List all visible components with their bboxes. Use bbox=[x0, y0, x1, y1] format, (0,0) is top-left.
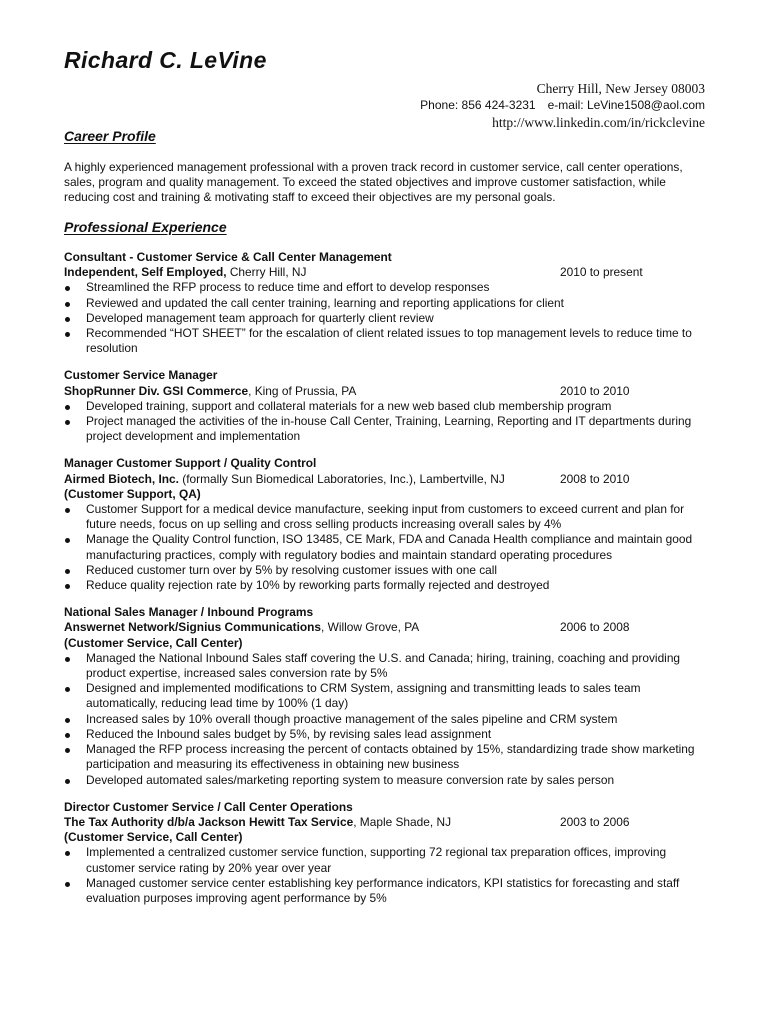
bullet-icon bbox=[65, 748, 70, 753]
bullet-icon bbox=[65, 286, 70, 291]
list-item: Project managed the activities of the in-house Call Center, Training, Learning, Reporting and IT departments during project development and implementation bbox=[64, 414, 709, 444]
bullet-icon bbox=[65, 332, 70, 337]
job-bullets bbox=[64, 845, 709, 906]
list-item: Implemented a centralized customer service function, supporting 72 regional tax preparation offices, improving customer service rating by 20% year over year bbox=[64, 845, 709, 875]
career-profile-text: A highly experienced management professional with a proven track record in customer service, call center operations, sales, program and quality management. To exceed the stated objectives and improve customer satisfaction, while reducing cost and training & motivating staff to exceed their objectives are my personal goals. bbox=[64, 160, 683, 204]
resume-name: Richard C. LeVine bbox=[64, 47, 267, 73]
job-org-line bbox=[64, 265, 709, 280]
job-bullets bbox=[64, 280, 709, 356]
list-item: Reviewed and updated the call center training, learning and reporting applications for client bbox=[64, 296, 709, 311]
job-organization: ShopRunner Div. GSI Commerce bbox=[64, 383, 249, 398]
job-title: Customer Service Manager bbox=[64, 368, 218, 383]
list-item: Developed training, support and collateral materials for a new web based club membership program bbox=[64, 399, 709, 414]
job-title: Consultant - Customer Service & Call Center Management bbox=[64, 250, 392, 264]
career-profile-heading: Career Profile bbox=[64, 128, 156, 144]
job-bullets bbox=[64, 651, 709, 788]
job-title: Director Customer Service / Call Center Operations bbox=[64, 799, 353, 814]
job-dates: 2010 to present bbox=[560, 265, 643, 280]
list-item: Reduced the Inbound sales budget by 5%, by revising sales lead assignment bbox=[64, 727, 709, 742]
bullet-icon bbox=[65, 584, 70, 589]
job-org-line bbox=[64, 620, 709, 635]
list-item: Recommended “HOT SHEET” for the escalation of client related issues to top management levels to reduce time to resolution bbox=[64, 326, 709, 356]
job-location: (formally Sun Biomedical Laboratories, Inc.), Lambertville, NJ bbox=[178, 471, 505, 486]
job-dates: 2010 to 2010 bbox=[560, 383, 630, 398]
bullet-icon bbox=[65, 569, 70, 574]
address: Cherry Hill, New Jersey 08003 bbox=[536, 81, 705, 96]
email: e-mail: LeVine1508@aol.com bbox=[547, 98, 705, 112]
job-dates: 2008 to 2010 bbox=[560, 471, 630, 486]
bullet-icon bbox=[65, 851, 70, 856]
list-item: Designed and implemented modifications to CRM System, assigning and transmitting leads to sales team automatically, reducing lead time by 100% (1 day) bbox=[64, 681, 709, 711]
job-entry bbox=[64, 456, 709, 593]
job-entry bbox=[64, 605, 709, 787]
job-dates: 2003 to 2006 bbox=[560, 814, 630, 829]
list-item: Managed the National Inbound Sales staff covering the U.S. and Canada; hiring, training, coaching and providing product expertise, increased sales conversion rate by 5% bbox=[64, 651, 709, 681]
bullet-icon bbox=[65, 420, 70, 425]
list-item: Streamlined the RFP process to reduce time and effort to develop responses bbox=[64, 280, 709, 295]
job-entry bbox=[64, 800, 709, 906]
bullet-icon bbox=[65, 718, 70, 723]
job-dates: 2006 to 2008 bbox=[560, 620, 630, 635]
experience-list bbox=[64, 250, 709, 918]
job-bullets bbox=[64, 399, 709, 445]
job-subtitle: (Customer Service, Call Center) bbox=[64, 830, 243, 845]
list-item: Developed management team approach for quarterly client review bbox=[64, 311, 709, 326]
job-title: National Sales Manager / Inbound Programs bbox=[64, 605, 314, 620]
job-org-line bbox=[64, 815, 709, 830]
job-org-line bbox=[64, 384, 709, 399]
job-bullets bbox=[64, 502, 709, 593]
job-subtitle: (Customer Service, Call Center) bbox=[64, 635, 243, 650]
job-entry bbox=[64, 250, 709, 356]
list-item: Reduced customer turn over by 5% by resolving customer issues with one call bbox=[64, 563, 709, 578]
job-location: Cherry Hill, NJ bbox=[226, 265, 307, 280]
bullet-icon bbox=[65, 657, 70, 662]
job-organization: Airmed Biotech, Inc. bbox=[64, 471, 179, 486]
list-item: Managed the RFP process increasing the percent of contacts obtained by 15%, standardizing trade show marketing participation and measuring its effectiveness in obtaining new business bbox=[64, 742, 709, 772]
professional-experience-heading: Professional Experience bbox=[64, 219, 227, 235]
phone: Phone: 856 424-3231 bbox=[420, 98, 536, 112]
job-title: Manager Customer Support / Quality Control bbox=[64, 456, 317, 471]
bullet-icon bbox=[65, 405, 70, 410]
bullet-icon bbox=[65, 779, 70, 784]
job-organization: Independent, Self Employed, bbox=[64, 265, 227, 280]
job-location: , Willow Grove, PA bbox=[321, 620, 420, 635]
job-subtitle: (Customer Support, QA) bbox=[64, 486, 201, 501]
list-item: Developed automated sales/marketing reporting system to measure conversion rate by sales person bbox=[64, 773, 709, 788]
bullet-icon bbox=[65, 508, 70, 513]
bullet-icon bbox=[65, 687, 70, 692]
bullet-icon bbox=[65, 302, 70, 307]
list-item: Increased sales by 10% overall though proactive management of the sales pipeline and CRM system bbox=[64, 712, 709, 727]
linkedin-url: http://www.linkedin.com/in/rickclevine bbox=[492, 115, 705, 130]
job-entry bbox=[64, 368, 709, 444]
contact-block bbox=[420, 80, 705, 131]
bullet-icon bbox=[65, 317, 70, 322]
job-organization: Answernet Network/Signius Communications bbox=[64, 620, 322, 635]
bullet-icon bbox=[65, 882, 70, 887]
job-location: , Maple Shade, NJ bbox=[353, 814, 452, 829]
phone-email-line bbox=[420, 97, 705, 114]
bullet-icon bbox=[65, 538, 70, 543]
bullet-icon bbox=[65, 733, 70, 738]
job-organization: The Tax Authority d/b/a Jackson Hewitt Tax Service bbox=[64, 814, 354, 829]
job-location: , King of Prussia, PA bbox=[248, 383, 357, 398]
list-item: Customer Support for a medical device manufacture, seeking input from customers to exceed current and plan for future needs, focus on up selling and cross selling products increasing overall sales by 4% bbox=[64, 502, 709, 532]
list-item: Manage the Quality Control function, ISO 13485, CE Mark, FDA and Canada Health compliance and maintain good manufacturing practices, comply with regulatory bodies and maintain standard operating procedures bbox=[64, 532, 709, 562]
job-org-line bbox=[64, 472, 709, 487]
list-item: Reduce quality rejection rate by 10% by reworking parts formally rejected and destroyed bbox=[64, 578, 709, 593]
list-item: Managed customer service center establishing key performance indicators, KPI statistics for forecasting and staff evaluation purposes improving agent performance by 5% bbox=[64, 876, 709, 906]
